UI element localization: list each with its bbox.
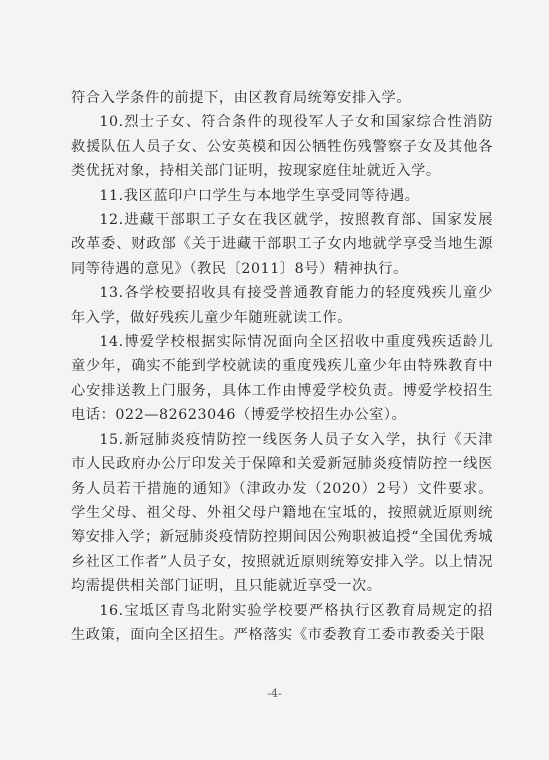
- paragraph-item-13: 13.各学校要招收具有接受普通教育能力的轻度残疾儿童少年入学，做好残疾儿童少年随班就读工作。: [71, 285, 493, 326]
- paragraph-continuation: 符合入学条件的前提下，由区教育局统筹安排入学。: [71, 90, 412, 106]
- paragraph-item-10: 10.烈士子女、符合条件的现役军人子女和国家综合性消防救援队伍人员子女、公安英模和因公牺牲伤残警察子女及其他各类优抚对象，持相关部门证明，按现家庭住址就近入学。: [71, 114, 493, 180]
- paragraph-item-12: 12.进藏干部职工子女在我区就学，按照教育部、国家发展改革委、财政部《关于进藏干部职工子女内地就学享受当地生源同等待遇的意见》（教民〔2011〕8号）精神执行。: [71, 212, 493, 277]
- paragraph-item-11: 11.我区蓝印户口学生与本地学生享受同等待遇。: [99, 187, 420, 204]
- paragraph-item-15: 15.新冠肺炎疫情防控一线医务人员子女入学，执行《天津市人民政府办公厅印发关于保障和关爱新冠肺炎疫情防控一线医务人员若干措施的通知》（津政办发（2020）2号）文件要求。学生父母、祖父母、外祖父母户籍地在宝坻的，按照就近原则统筹安排入学；新冠肺炎疫情防控期间因公殉职被追授“全国优秀城乡社区工作者”人员子女，按照就近原则统筹安排入学。以上情况均需提供相关部门证明，且只能就近享受一次。: [71, 431, 493, 595]
- page-number: -4-: [267, 687, 282, 700]
- paragraph-item-16: 16.宝坻区青鸟北附实验学校要严格执行区教育局规定的招生政策，面向全区招生。严格落实《市委教育工委市教委关于限: [71, 602, 493, 643]
- paragraph-item-14: 14.博爱学校根据实际情况面向全区招收中重度残疾适龄儿童少年，确实不能到学校就读的重度残疾儿童少年由特殊教育中心安排送教上门服务，具体工作由博爱学校负责。博爱学校招生电话：022—82623046（博爱学校招生办公室）。: [71, 334, 493, 424]
